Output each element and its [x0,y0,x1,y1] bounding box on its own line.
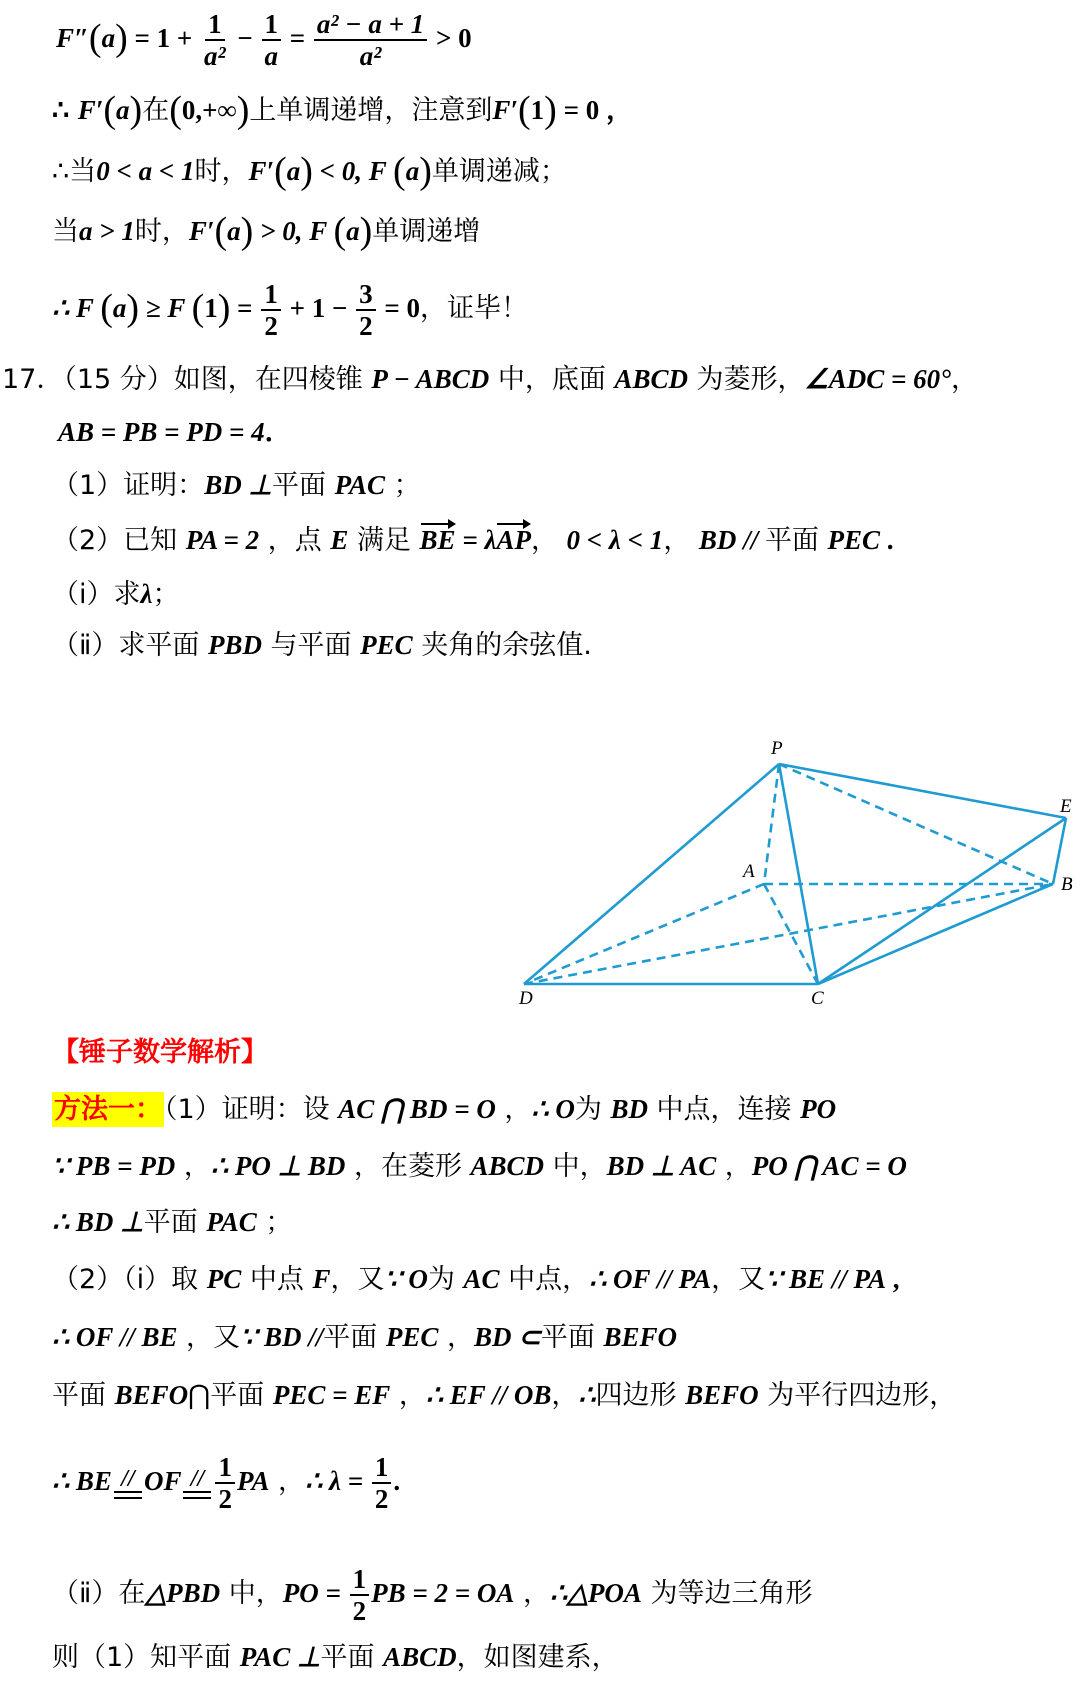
fraction: $\frac{1}{2}$ [215,1452,235,1514]
edge-EB [1053,818,1066,884]
question-17-line-1: 17．（15 分）如图，在四棱锥 P − ABCD 中，底面 ABCD 为菱形，∠ADC = 60°， [2,364,978,395]
question-number: 17． [2,364,64,395]
edge-DB [524,884,1053,984]
derivation-line-1: F″(a) = 1 + $\frac{1}{\text{a²}}$ − $\frac{1}{a}$ = $\frac{\text{a² − a + 1}}{\text{a²}}$ > 0 [56,8,472,71]
solution-line-5: ∴ OF // BE ，又∵ BD //平面 PEC ，BD ⊂平面 BEFO [52,1322,677,1353]
fraction: $\frac{1}{a}$ [262,9,282,71]
fraction: $\frac{1}{2}$ [372,1452,392,1514]
edge-PC [779,764,818,984]
derivation-line-2: ∴ F′(a)在(0,+∞)上单调递增，注意到F′(1) = 0 ， [52,89,633,131]
solution-line-2: ∵ PB = PD ，∴ PO ⊥ BD ，在菱形 ABCD 中，BD ⊥ AC ，PO ⋂ AC = O [52,1151,907,1182]
derivation-line-5: ∴ F (a) ≥ F (1) = $\frac{1}{2}$ + 1 − $\frac{3}{2}$ = 0，证毕！ [52,278,528,341]
edge-PA [764,764,779,884]
question-17-part-2: （2）已知 PA = 2 ，点 E 满足 BE = λAP， 0 < λ < 1， BD // 平面 PEC . [52,525,894,556]
fraction: $\frac{1}{2}$ [350,1564,370,1626]
fraction: $\frac{1}{2}$ [261,279,281,341]
derivation-line-3: ∴当0 < a < 1时，F′(a) < 0, F (a)单调递减； [52,150,567,192]
question-17-line-2: AB = PB = PD = 4． [58,417,292,447]
label-C: C [811,988,824,1009]
vector-be: BE [419,525,456,555]
fraction: $\frac{3}{2}$ [356,279,376,341]
label-D: D [519,988,533,1009]
edge-CB [818,884,1053,984]
label-B: B [1061,874,1073,895]
edge-PB [779,764,1053,884]
edge-AD [524,884,764,984]
solution-line-3: ∴ BD ⊥平面 PAC ； [52,1207,293,1238]
fraction: $\frac{\text{a² − a + 1}}{\text{a²}}$ [314,9,427,71]
solution-line-8: （ⅱ）在△PBD 中，PO = $\frac{1}{2}$ PB = 2 = OA ，∴△POA 为等边三角形 [52,1563,813,1626]
solution-line-9: 则（1）知平面 PAC ⊥平面 ABCD，如图建系， [52,1642,619,1673]
vector-ap: AP [496,525,531,555]
question-17-part-2-i: （ⅰ）求λ； [52,579,180,610]
label-P: P [771,738,783,759]
edge-AC [764,884,818,984]
parallel-equal-sign: // [114,1467,142,1499]
math-lhs: F″ [56,23,89,53]
parallel-equal-sign: // [183,1467,211,1499]
question-17-part-2-ii: （ⅱ）求平面 PBD 与平面 PEC 夹角的余弦值. [52,630,592,661]
edge-PE [779,764,1066,818]
solution-header: 【锤子数学解析】 [52,1037,268,1068]
fraction: $\frac{1}{\text{a²}}$ [204,8,226,71]
solution-line-4: （2）（ⅰ）取 PC 中点 F，又∵ O为 AC 中点，∴ OF // PA，又∵ BE // PA , [52,1264,900,1295]
method-badge: 方法一： [54,1094,162,1125]
edge-PD [524,764,779,984]
derivation-line-4: 当a > 1时，F′(a) > 0, F (a)单调递增 [52,210,481,252]
edge-CE [818,818,1066,984]
label-E: E [1060,796,1072,817]
label-A: A [743,861,755,882]
solution-line-7: ∴ BE // OF // $\frac{1}{2}$ PA ，∴ λ = $\frac{1}{2}$ . [52,1451,401,1514]
solution-line-1: 方法一：（1）证明：设 AC ⋂ BD = O ，∴ O为 BD 中点，连接 PO [54,1094,837,1125]
question-17-part-1: （1）证明：BD ⊥平面 PAC ； [52,470,421,501]
solution-line-6: 平面 BEFO⋂平面 PEC = EF ，∴ EF // OB，∴四边形 BEFO 为平行四边形， [52,1380,957,1411]
